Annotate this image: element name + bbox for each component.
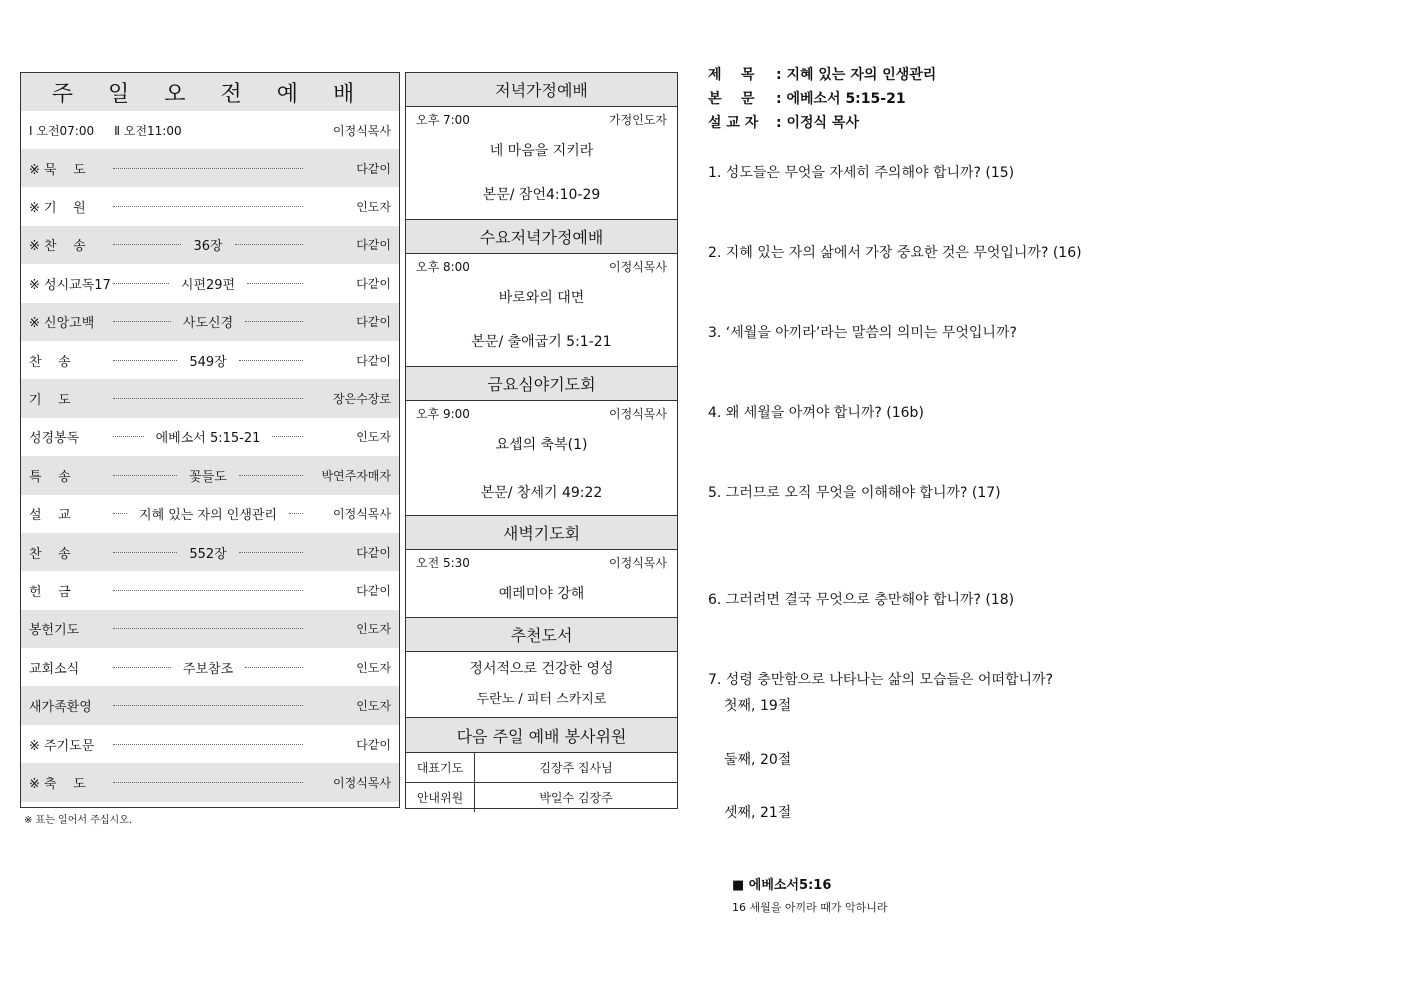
leader-dots [113,168,303,169]
sermon-preacher-key: 설 교 자 [708,115,759,131]
section-title: 저녁가정예배 [406,73,677,107]
leader-dots [113,321,171,322]
order-leader: 인도자 [356,699,391,714]
leader-dots [113,283,169,284]
order-leader: 장은수장로 [333,392,391,407]
leader-dots [245,321,303,322]
order-label: 특 송 [29,469,71,485]
order-leader: 다같이 [356,545,391,560]
order-row [21,226,399,264]
service-passage: 본문/ 출애굽기 5:1-21 [471,334,612,350]
service-block [406,107,677,220]
service-time: 오후 8:00 [416,260,470,274]
order-label: 기 도 [29,393,71,409]
book-author: 두란노 / 피터 스카지로 [476,692,607,707]
order-item: 지혜 있는 자의 인생관리 [139,508,277,524]
order-leader: 다같이 [356,276,391,291]
order-content [107,235,309,254]
order-item: 36장 [193,239,223,255]
verse-reference: ■ 에베소서5:16 [732,878,832,893]
sermon-text: : 에베소서 5:15-21 [776,91,906,107]
order-content [107,658,309,677]
order-content [107,543,309,562]
order-label: 성경봉독 [29,431,80,447]
order-leader: 이정식목사 [333,507,391,522]
order-content [107,590,309,591]
volunteer-name: 김장주 집사님 [539,761,613,775]
order-row [21,725,399,763]
question-1: 1. 성도들은 무엇을 자세히 주의해야 합니까? (15) [708,165,1015,181]
leader-dots [113,552,177,553]
order-row [21,379,399,417]
leader-dots [239,552,303,553]
sermon-title-key: 제 목 [708,67,755,83]
order-item: 549장 [189,354,227,370]
volunteer-role: 안내위원 [406,783,475,812]
order-label: ※ 성시교독17 [29,277,111,293]
service-topic: 예레미야 강해 [498,586,585,602]
service-leader: 이정식목사 [609,260,667,274]
question-3: 3. ‘세월을 아끼라’라는 말씀의 의미는 무엇입니까? [708,325,1017,341]
order-leader: 다같이 [356,737,391,752]
order-row [21,648,399,686]
footnote: ※ 표는 일어서 주십시오. [24,815,133,826]
service-times [21,111,399,149]
leader-dots [247,283,303,284]
order-row [21,495,399,533]
first-service-time: Ⅰ 오전07:00 [29,123,95,138]
order-content [107,351,309,370]
leader-dots [113,590,303,591]
volunteer-name: 박일수 김장주 [539,791,613,805]
leader-dots [113,206,303,207]
service-block [406,254,677,367]
service-leader: 이정식목사 [609,556,667,570]
sermon-title-row [708,62,1368,86]
order-label: 헌 금 [29,584,71,600]
sermon-preacher: : 이정식 목사 [776,115,859,131]
books-title: 추천도서 [406,618,677,652]
order-leader: 이정식목사 [333,775,391,790]
order-row [21,303,399,341]
service-block [406,550,677,618]
sermon-preacher-row [708,110,1368,134]
volunteer-role: 대표기도 [406,753,475,782]
service-topic: 바로와의 대면 [498,290,585,306]
order-item: 에베소서 5:15-21 [155,431,261,447]
order-leader: 다같이 [356,583,391,598]
order-row [21,187,399,225]
leader-dots [239,475,303,476]
leader-dots [113,436,144,437]
volunteer-row [406,782,677,812]
order-content [107,466,309,485]
order-item: 사도신경 [182,316,234,332]
leader-dots [289,513,303,514]
order-leader: 인도자 [356,622,391,637]
worship-order-panel [20,72,400,808]
order-content [107,504,309,523]
order-label: 설 교 [29,508,71,524]
order-row [21,533,399,571]
leader-dots [113,782,303,783]
leader-dots [113,705,303,706]
order-leader: 인도자 [356,430,391,445]
sermon-title: : 지혜 있는 자의 인생관리 [776,67,937,83]
order-leader: 다같이 [356,238,391,253]
leader-dots [239,360,303,361]
officiant: 이정식목사 [333,123,391,138]
service-leader: 이정식목사 [609,407,667,421]
order-label: 새가족환영 [29,700,92,716]
service-block [406,401,677,516]
order-label: ※ 축 도 [29,776,86,792]
worship-title: 주 일 오 전 예 배 [21,73,399,111]
leader-dots [113,513,127,514]
volunteers-title: 다음 주일 예배 봉사위원 [406,718,677,752]
order-content [107,312,309,331]
verse-text: 16 세월을 아끼라 때가 악하니라 [732,901,888,914]
order-row [21,610,399,648]
order-content [107,628,309,629]
order-leader: 다같이 [356,353,391,368]
order-content [107,427,309,446]
order-row [21,418,399,456]
question-5: 5. 그러므로 오직 무엇을 이해해야 합니까? (17) [708,485,1001,501]
leader-dots [113,475,177,476]
order-label: ※ 주기도문 [29,738,95,754]
order-row [21,341,399,379]
question-4: 4. 왜 세월을 아껴야 합니까? (16b) [708,405,924,421]
leader-dots [272,436,303,437]
order-label: 교회소식 [29,661,80,677]
order-row [21,456,399,494]
answer-first: 첫째, 19절 [724,698,792,714]
sermon-info [708,62,1368,134]
answer-second: 둘째, 20절 [724,752,792,768]
order-leader: 인도자 [356,660,391,675]
service-time: 오후 9:00 [416,407,470,421]
order-leader: 다같이 [356,161,391,176]
sermon-text-key: 본 문 [708,91,755,107]
section-title: 새벽기도회 [406,516,677,550]
question-6: 6. 그러려면 결국 무엇으로 충만해야 합니까? (18) [708,592,1015,608]
service-passage: 본문/ 잠언4:10-29 [482,187,601,203]
order-content [107,206,309,207]
service-passage: 본문/ 창세기 49:22 [480,485,603,501]
sermon-text-row [708,86,1368,110]
memory-verse [732,874,888,915]
order-label: ※ 묵 도 [29,162,86,178]
order-item: 꽃들도 [189,469,227,485]
order-item: 552장 [189,546,227,562]
order-row [21,264,399,302]
order-row [21,149,399,187]
order-content [107,274,309,293]
order-label: 봉헌기도 [29,623,80,639]
leader-dots [235,244,303,245]
book-title: 정서적으로 건강한 영성 [469,661,614,677]
section-title: 금요심야기도회 [406,367,677,401]
order-item: 시편29편 [180,277,236,293]
question-7: 7. 성령 충만함으로 나타나는 삶의 모습들은 어떠합니까? [708,672,1054,688]
order-label: ※ 신앙고백 [29,316,95,332]
service-topic: 요셉의 축복(1) [495,437,588,453]
order-leader: 박연주자매자 [321,468,391,483]
order-label: ※ 찬 송 [29,239,86,255]
services-panel [405,72,678,809]
order-row [21,686,399,724]
leader-dots [113,360,177,361]
order-content [107,744,309,745]
leader-dots [113,398,303,399]
order-label: ※ 기 원 [29,201,86,217]
service-time: 오전 5:30 [416,556,470,570]
leader-dots [113,744,303,745]
leader-dots [245,667,303,668]
order-content [107,398,309,399]
question-2: 2. 지혜 있는 자의 삶에서 가장 중요한 것은 무엇입니까? (16) [708,245,1082,261]
service-leader: 가정인도자 [609,113,667,127]
answer-third: 셋째, 21절 [724,805,792,821]
volunteer-row [406,752,677,782]
books-block [406,652,677,718]
second-service-time: Ⅱ 오전11:00 [114,123,182,138]
order-item: 주보참조 [182,661,234,677]
order-leader: 다같이 [356,315,391,330]
order-list [21,149,399,802]
order-row [21,763,399,801]
service-time: 오후 7:00 [416,113,470,127]
order-label: 찬 송 [29,354,71,370]
order-label: 찬 송 [29,546,71,562]
order-leader: 인도자 [356,200,391,215]
order-row [21,571,399,609]
leader-dots [113,244,181,245]
leader-dots [113,628,303,629]
order-content [107,705,309,706]
order-content [107,168,309,169]
service-topic: 네 마음을 지키라 [489,143,594,159]
order-content [107,782,309,783]
section-title: 수요저녁가정예배 [406,220,677,254]
leader-dots [113,667,171,668]
